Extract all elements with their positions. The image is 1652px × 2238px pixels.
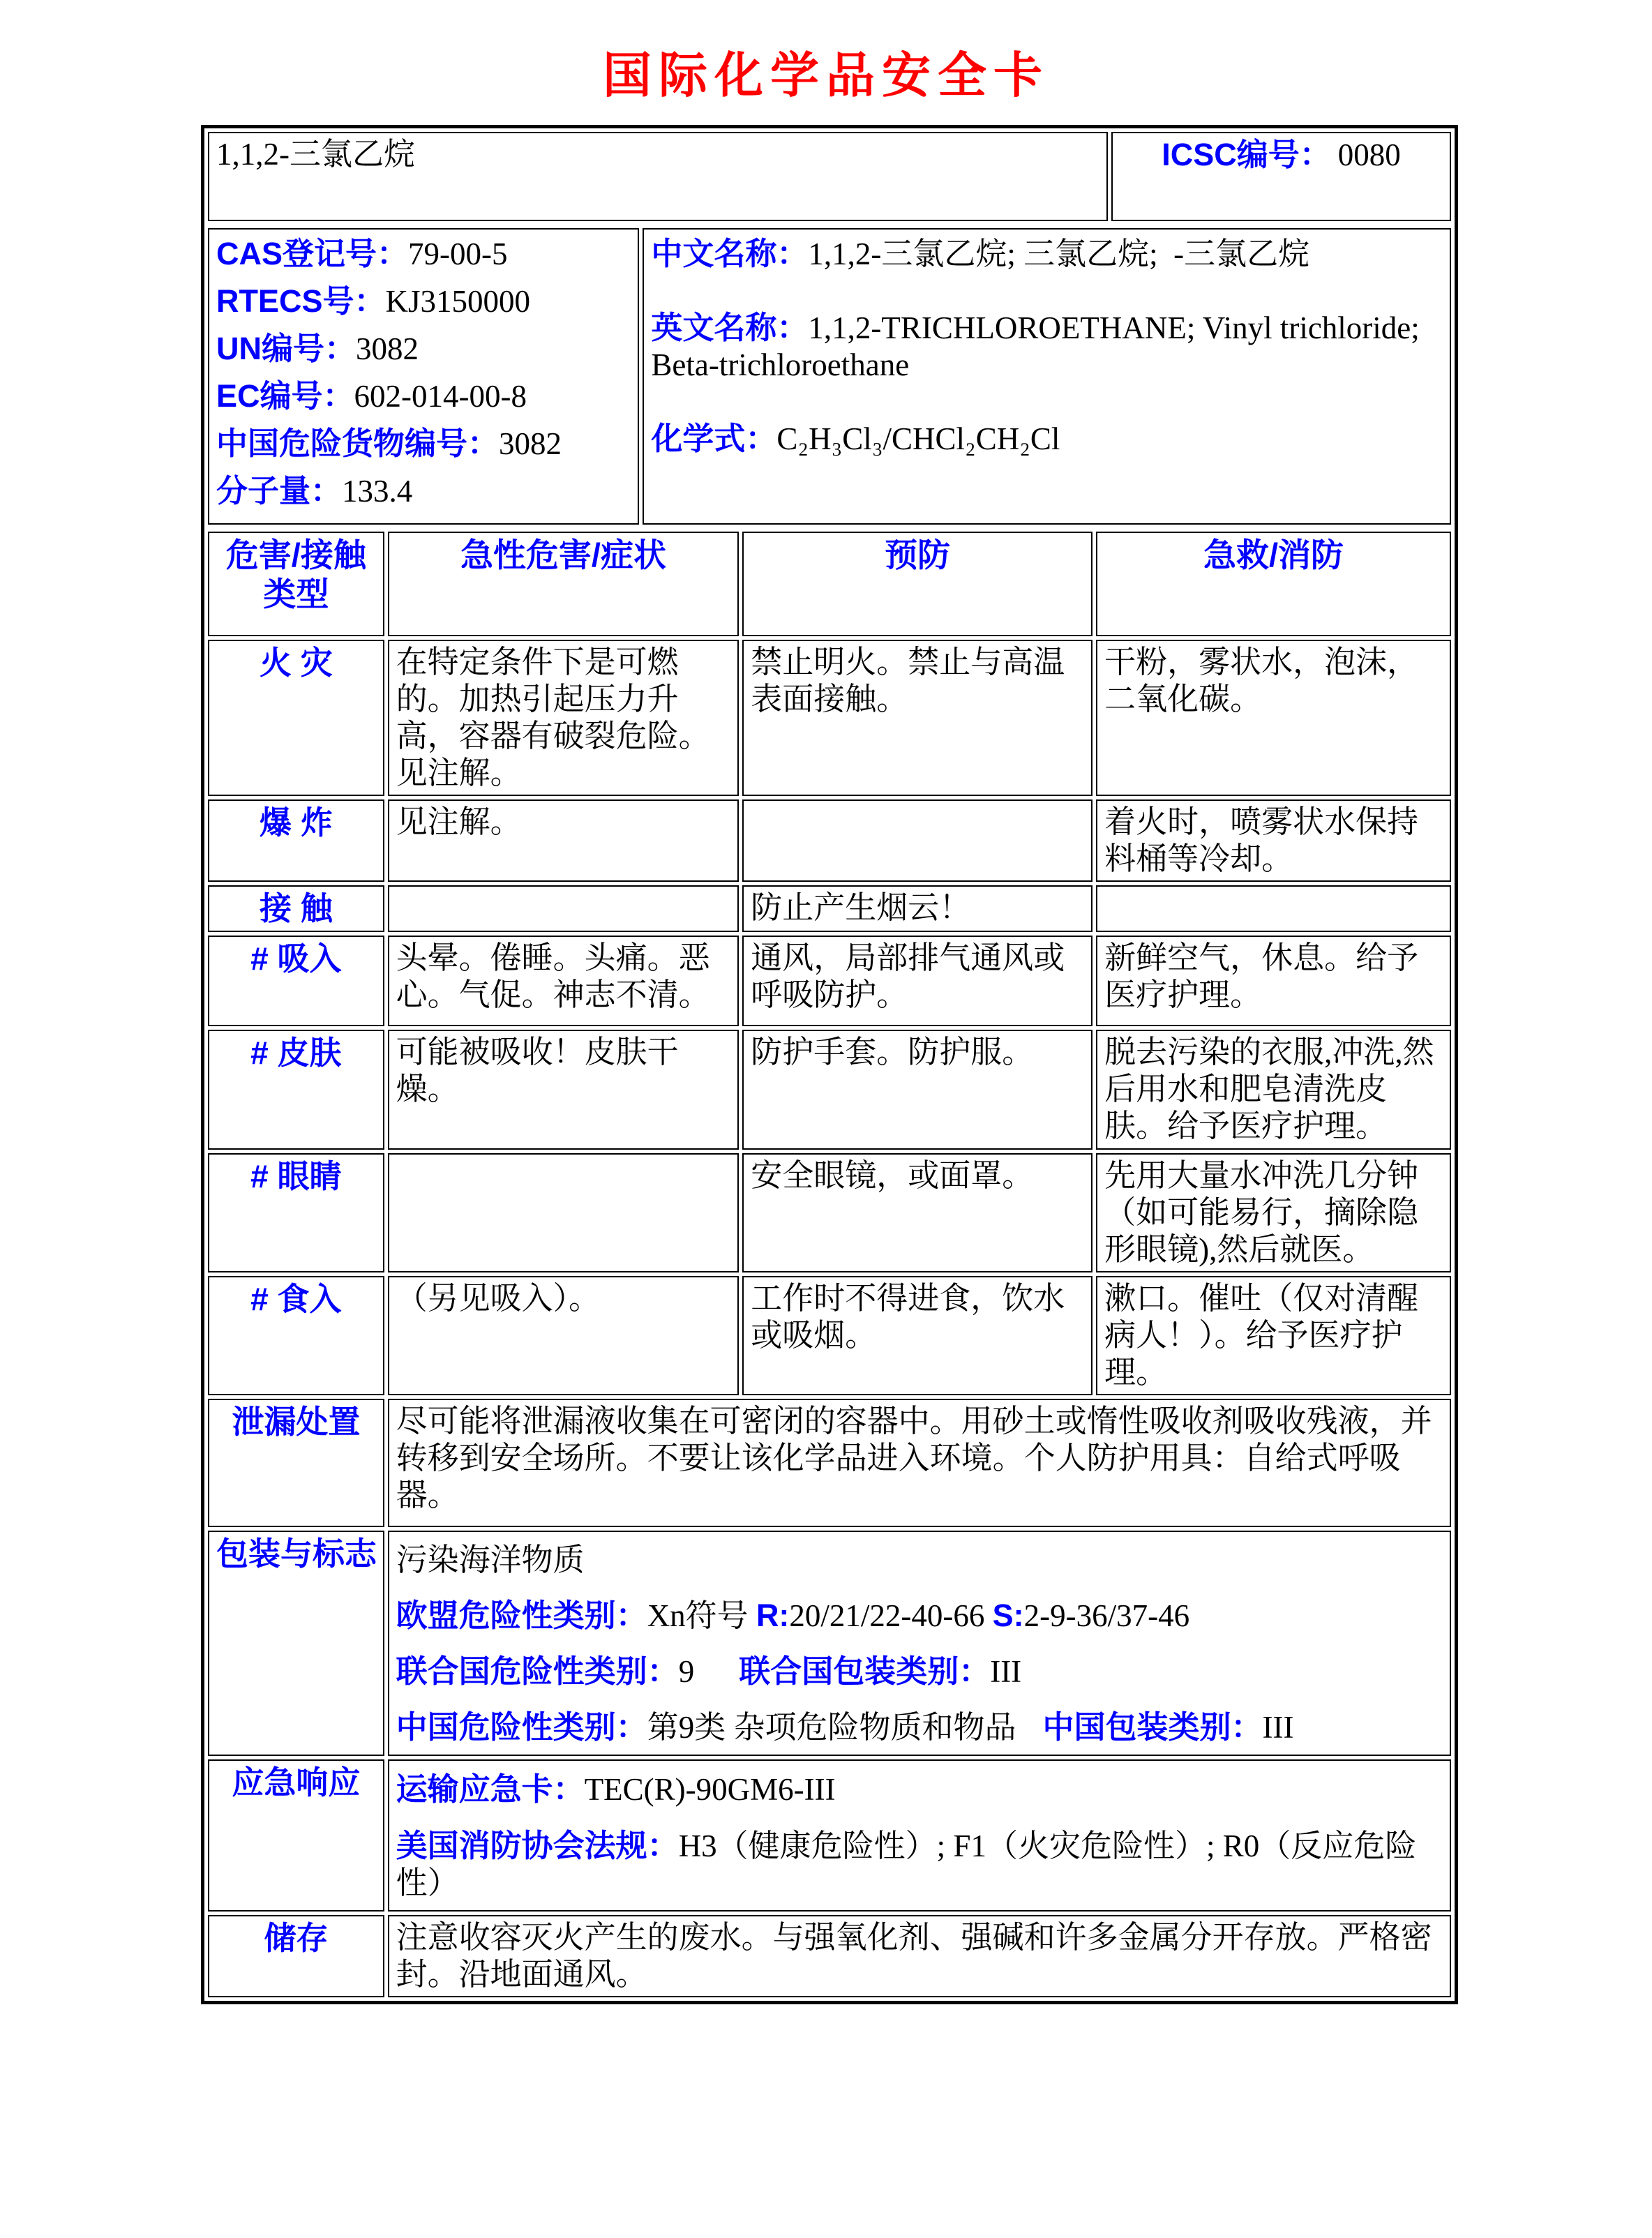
- english-name-line: [651, 309, 1443, 384]
- ec-label: EC编号：: [216, 378, 354, 414]
- section-label-emergency: 应急响应: [208, 1759, 384, 1911]
- ec-number-line: [216, 377, 631, 415]
- hazard-type-fire: 火 灾: [208, 640, 384, 796]
- rtecs-value: KJ3150000: [385, 284, 531, 320]
- chemical-name: 1,1,2-三氯乙烷: [216, 137, 415, 172]
- china-dg-label: 中国危险货物编号：: [216, 426, 500, 462]
- marine-pollutant-line: 污染海洋物质: [396, 1542, 585, 1578]
- fire-firstaid: 干粉，雾状水，泡沫，二氧化碳。: [1096, 640, 1451, 796]
- section-label-storage: 储存: [208, 1915, 384, 1997]
- fire-row: [208, 640, 1451, 796]
- registration-panel: [208, 228, 639, 525]
- skin-firstaid: 脱去污染的衣服,冲洗,然后用水和肥皂清洗皮肤。给予医疗护理。: [1096, 1030, 1451, 1149]
- formula-value: C₂H₃Cl₃/CHCl₂CH₂Cl: [776, 421, 1060, 457]
- inhalation-symptoms: 头晕。倦睡。头痛。恶心。气促。神志不清。: [388, 936, 739, 1026]
- china-dg-value: 3082: [499, 426, 562, 462]
- eyes-symptoms: [388, 1153, 739, 1272]
- icsc-value: 0080: [1337, 137, 1401, 172]
- china-dg-number-line: [216, 425, 631, 463]
- name-row-table: [204, 128, 1455, 225]
- storage-text: 注意收容灭火产生的废水。与强氧化剂、强碱和许多金属分开存放。严格密封。沿地面通风。: [388, 1915, 1451, 1997]
- explosion-row: [208, 799, 1451, 882]
- inhalation-row: [208, 936, 1451, 1026]
- column-header-firstaid: 急救/消防: [1096, 532, 1451, 636]
- ingestion-prevention: 工作时不得进食，饮水或吸烟。: [742, 1276, 1092, 1395]
- molecular-weight-value: 133.4: [342, 474, 413, 509]
- molecular-weight-line: [216, 472, 631, 510]
- identification-table: [204, 225, 1455, 528]
- emergency-row: [208, 1759, 1451, 1911]
- china-class-line: 中国危险性类别：第9类 杂项危险物质和物品 中国包装类别：III: [396, 1709, 1294, 1745]
- packaging-row: [208, 1531, 1451, 1756]
- ingestion-symptoms: （另见吸入）。: [388, 1276, 739, 1395]
- section-label-packaging: 包装与标志: [208, 1531, 384, 1756]
- exposure-symptoms: [388, 885, 739, 932]
- page-title: 国际化学品安全卡: [603, 50, 1049, 103]
- icsc-number-cell: [1111, 132, 1451, 221]
- formula-line: [651, 420, 1443, 458]
- skin-prevention: 防护手套。防护服。: [742, 1030, 1092, 1149]
- un-label: UN编号：: [216, 331, 356, 367]
- eu-hazard-class-line: 欧盟危险性类别：Xn符号 R:20/21/22-40-66 S:2-9-36/37-46: [396, 1598, 1190, 1634]
- ingestion-row: [208, 1276, 1451, 1395]
- section-label-spill: 泄漏处置: [208, 1399, 384, 1527]
- molecular-weight-label: 分子量：: [216, 473, 343, 509]
- fire-symptoms: 在特定条件下是可燃的。加热引起压力升高，容器有破裂危险。见注解。: [388, 640, 739, 796]
- english-name-value: 1,1,2-TRICHLOROETHANE; Vinyl trichloride; Beta-trichloroethane: [651, 310, 1420, 383]
- safety-card: [201, 125, 1458, 2004]
- column-header-hazard-type: 危害/接触 类型: [208, 532, 384, 636]
- hazard-header-row: [208, 532, 1451, 636]
- eyes-prevention: 安全眼镜，或面罩。: [742, 1153, 1092, 1272]
- tec-card-line: 运输应急卡：TEC(R)-90GM6-III: [396, 1771, 836, 1808]
- exposure-prevention: 防止产生烟云！: [742, 885, 1092, 932]
- rtecs-label: RTECS号：: [216, 283, 386, 320]
- storage-row: [208, 1915, 1451, 1997]
- skin-symptoms: 可能被吸收！皮肤干燥。: [388, 1030, 739, 1149]
- eyes-firstaid: 先用大量水冲洗几分钟（如可能易行，摘除隐形眼镜),然后就医。: [1096, 1153, 1451, 1272]
- emergency-content: [388, 1759, 1451, 1911]
- chinese-name-value: 1,1,2-三氯乙烷; 三氯乙烷; -三氯乙烷: [808, 236, 1310, 271]
- nfpa-line: 美国消防协会法规：H3（健康危险性）; F1（火灾危险性）; R0（反应危险性）: [396, 1827, 1417, 1900]
- chemical-name-cell: [208, 132, 1108, 221]
- icsc-label: ICSC编号：: [1162, 137, 1331, 172]
- un-class-line: 联合国危险性类别：9 联合国包装类别：III: [396, 1653, 1022, 1690]
- skin-row: [208, 1030, 1451, 1149]
- spill-row: [208, 1399, 1451, 1527]
- column-header-symptoms: 急性危害/症状: [388, 532, 739, 636]
- ingestion-firstaid: 漱口。催吐（仅对清醒病人！）。给予医疗护理。: [1096, 1276, 1451, 1395]
- ec-value: 602-014-00-8: [354, 379, 527, 414]
- inhalation-firstaid: 新鲜空气，休息。给予医疗护理。: [1096, 936, 1451, 1026]
- explosion-symptoms: 见注解。: [388, 799, 739, 882]
- un-value: 3082: [356, 331, 419, 367]
- chinese-name-line: [651, 235, 1443, 273]
- spill-text: 尽可能将泄漏液收集在可密闭的容器中。用砂土或惰性吸收剂吸收残液，并转移到安全场所。不要让该化学品进入环境。个人防护用具：自给式呼吸器。: [388, 1399, 1451, 1527]
- exposure-firstaid: [1096, 885, 1451, 932]
- column-header-prevention: 预防: [742, 532, 1092, 636]
- fire-prevention: 禁止明火。禁止与高温表面接触。: [742, 640, 1092, 796]
- cas-value: 79-00-5: [408, 236, 508, 271]
- hazard-type-eyes: # 眼睛: [208, 1153, 384, 1272]
- hazard-type-exposure: 接 触: [208, 885, 384, 932]
- explosion-prevention: [742, 799, 1092, 882]
- cas-number-line: [216, 235, 631, 273]
- hazard-type-skin: # 皮肤: [208, 1030, 384, 1149]
- inhalation-prevention: 通风，局部排气通风或呼吸防护。: [742, 936, 1092, 1026]
- rtecs-number-line: [216, 283, 631, 320]
- chinese-name-label: 中文名称：: [651, 236, 809, 271]
- cas-label: CAS登记号：: [216, 236, 409, 271]
- un-number-line: [216, 330, 631, 368]
- exposure-row: [208, 885, 1451, 932]
- names-panel: [643, 228, 1451, 525]
- hazard-table: [204, 528, 1455, 2001]
- packaging-content: [388, 1531, 1451, 1756]
- hazard-type-explosion: 爆 炸: [208, 799, 384, 882]
- hazard-type-inhalation: # 吸入: [208, 936, 384, 1026]
- eyes-row: [208, 1153, 1451, 1272]
- formula-label: 化学式：: [651, 421, 777, 457]
- hazard-type-ingestion: # 食入: [208, 1276, 384, 1395]
- english-name-label: 英文名称：: [651, 310, 809, 346]
- explosion-firstaid: 着火时，喷雾状水保持料桶等冷却。: [1096, 799, 1451, 882]
